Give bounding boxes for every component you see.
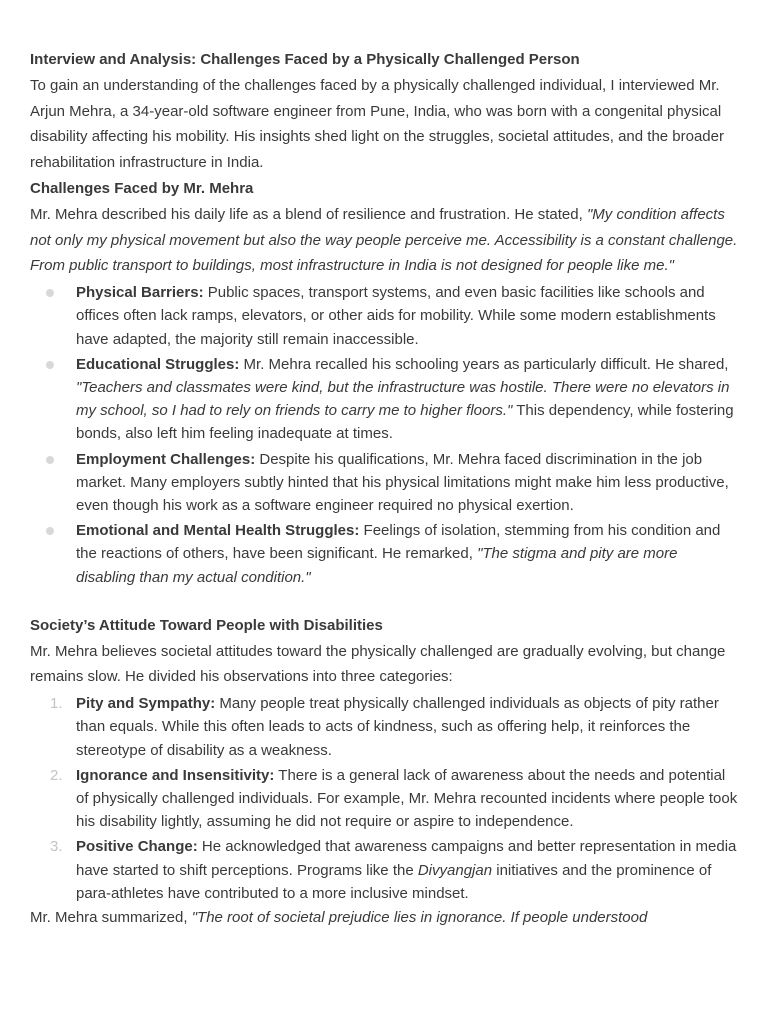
society-attitude-list	[30, 692, 738, 905]
list-item	[30, 281, 738, 351]
list-item-text: He acknowledged that awareness campaigns and better representation in media have started to shift perceptions. Programs like the	[76, 838, 737, 879]
list-item-text-after: initiatives and the prominence of para-athletes have contributed to a more inclusive mindset.	[76, 861, 712, 902]
challenges-intro-text: Mr. Mehra described his daily life as a blend of resilience and frustration. He stated,	[30, 205, 587, 223]
list-number: 2.	[50, 766, 63, 784]
summary-text: Mr. Mehra summarized,	[30, 909, 192, 927]
list-item-label: Physical Barriers:	[76, 284, 204, 302]
list-item-label: Emotional and Mental Health Struggles:	[76, 522, 360, 540]
list-item	[30, 692, 738, 762]
list-item	[30, 448, 738, 518]
list-item-text-after: This dependency, while fostering bonds, also left him feeling inadequate at times.	[76, 402, 734, 443]
list-item-label: Ignorance and Insensitivity:	[76, 766, 275, 784]
list-item	[30, 519, 738, 589]
section-heading-challenges: Challenges Faced by Mr. Mehra	[30, 179, 254, 197]
list-item-text: Feelings of isolation, stemming from his condition and the reactions of others, have been significant. He remarked,	[76, 522, 721, 563]
list-item-text: There is a general lack of awareness about the needs and potential of physically challenged individuals. For example, Mr. Mehra recounted incidents where people took his disability lightly, assuming he did not require or aspire to independence.	[76, 766, 738, 831]
section-spacer	[30, 589, 738, 613]
list-item-label: Positive Change:	[76, 838, 198, 856]
challenges-intro-paragraph	[30, 202, 738, 279]
bullet-icon	[46, 361, 54, 369]
list-item	[30, 835, 738, 905]
summary-quote: "The root of societal prejudice lies in ignorance. If people understood	[191, 909, 648, 927]
society-intro-paragraph: Mr. Mehra believes societal attitudes toward the physically challenged are gradually evolving, but change remains slow. He divided his observations into three categories:	[30, 642, 726, 686]
list-item-label: Employment Challenges:	[76, 450, 256, 468]
summary-paragraph	[30, 905, 738, 931]
section-heading-society: Society’s Attitude Toward People with Disabilities	[30, 616, 383, 634]
list-item-text: Many people treat physically challenged individuals as objects of pity rather than equals. While this often leads to acts of kindness, such as offering help, it reinforces the stereotype of disability as a weakness.	[76, 695, 719, 759]
bullet-icon	[46, 289, 54, 297]
list-item-label: Educational Struggles:	[76, 355, 240, 373]
list-item-quote: "Teachers and classmates were kind, but the infrastructure was hostile. There were no elevators in my school, so I had to rely on friends to carry me to higher floors."	[76, 378, 730, 420]
challenges-list	[30, 281, 738, 589]
bullet-icon	[46, 456, 54, 464]
list-item-emphasis: Divyangjan	[417, 861, 493, 879]
list-item-quote: "The stigma and pity are more disabling than my actual condition."	[76, 545, 678, 586]
list-item-label: Pity and Sympathy:	[76, 695, 216, 713]
list-item-text: Public spaces, transport systems, and even basic facilities like schools and offices often lack ramps, elevators, or other aids for mobility. While some modern establishments have adapted, the majority still remain inaccessible.	[76, 284, 716, 348]
intro-paragraph: To gain an understanding of the challenges faced by a physically challenged individual, I interviewed Mr. Arjun Mehra, a 34-year-old software engineer from Pune, India, who was born with a congenital physical disability affecting his mobility. His insights shed light on the struggles, societal attitudes, and the broader rehabilitation infrastructure in India.	[30, 76, 724, 172]
list-item-text: Mr. Mehra recalled his schooling years as particularly difficult. He shared,	[239, 355, 729, 373]
list-number: 3.	[50, 838, 63, 856]
list-number: 1.	[50, 695, 63, 713]
challenges-intro-quote: "My condition affects not only my physical movement but also the way people perceive me. Accessibility is a constant challenge. From public transport to buildings, most infrastructure in India is not designed for people like me."	[30, 205, 738, 275]
list-item	[30, 764, 738, 834]
bullet-icon	[46, 527, 54, 535]
list-item	[30, 353, 738, 446]
document-title: Interview and Analysis: Challenges Faced by a Physically Challenged Person	[30, 51, 580, 68]
list-item-text: Despite his qualifications, Mr. Mehra faced discrimination in the job market. Many employers subtly hinted that his physical limitations might make him less productive, even though his work as a software engineer required no physical exertion.	[76, 450, 729, 514]
